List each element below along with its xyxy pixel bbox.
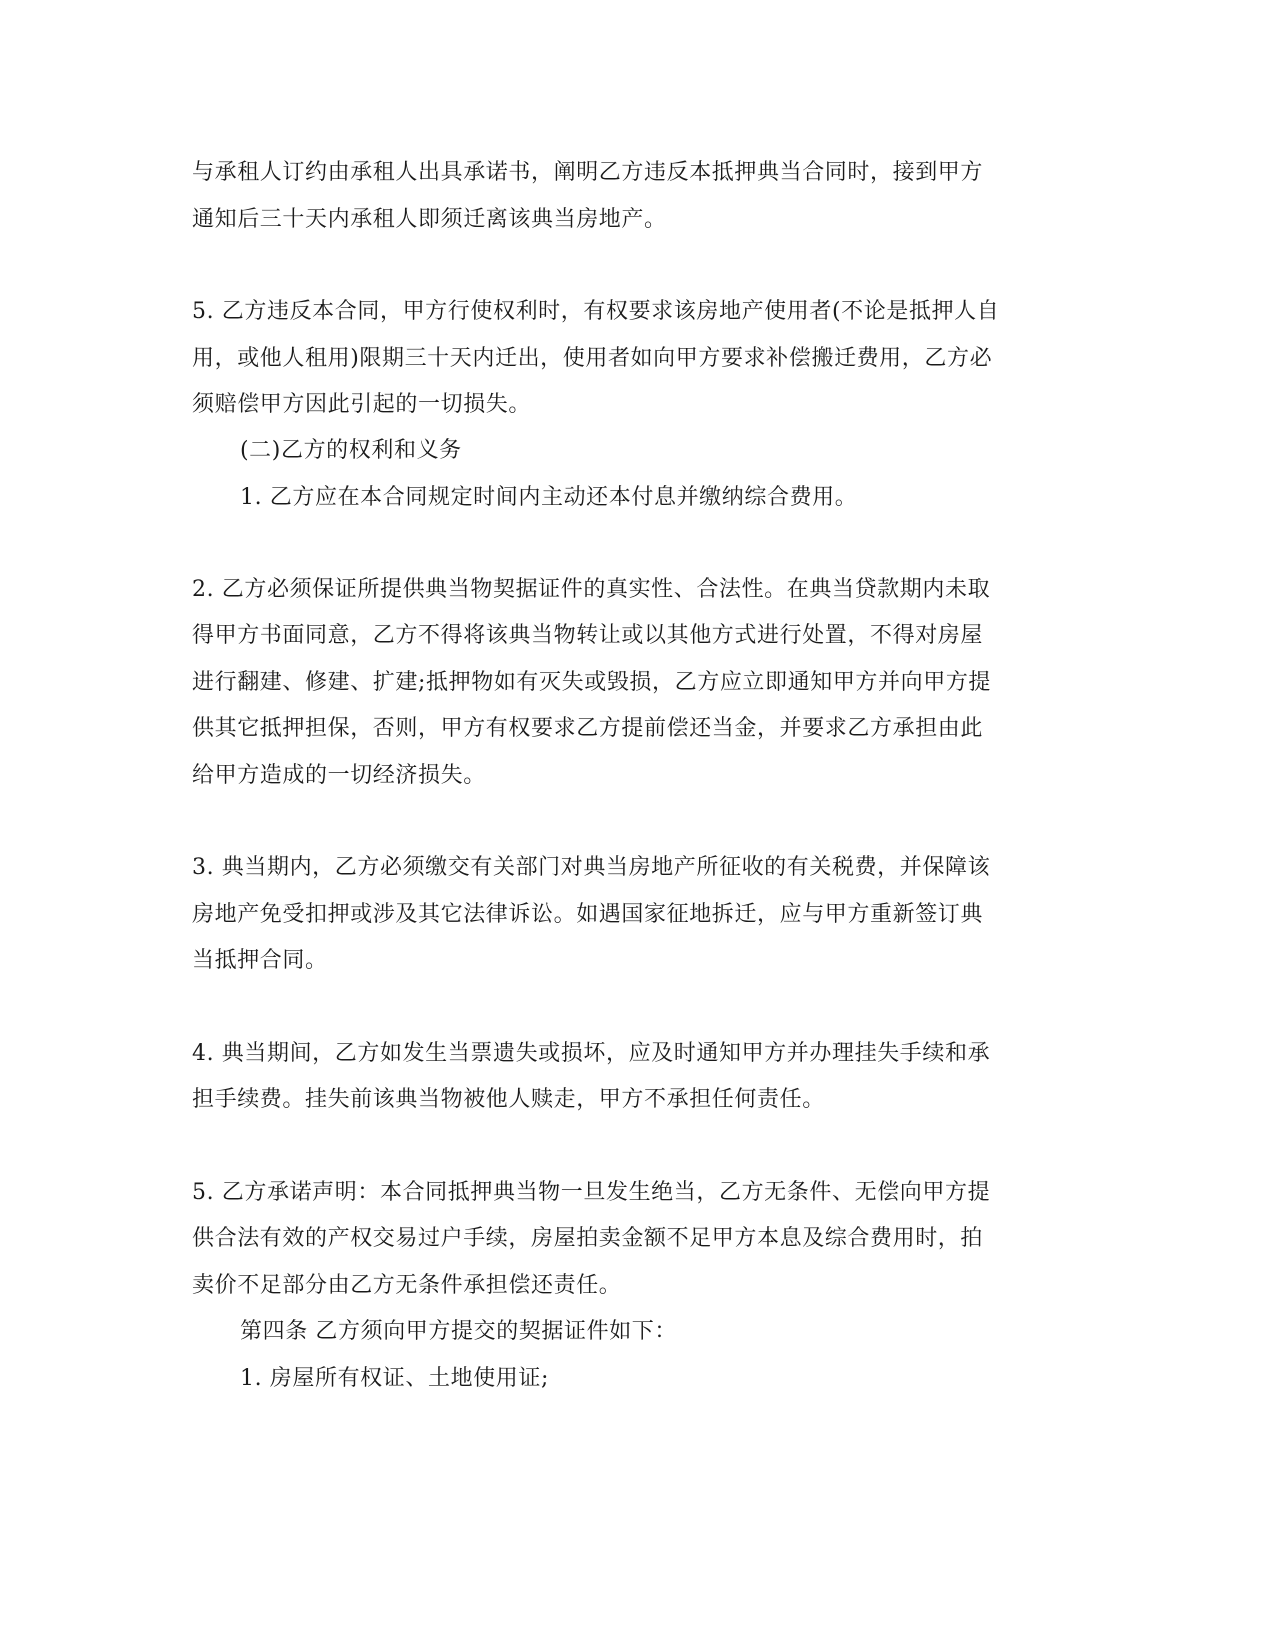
text-line: 2. 乙方必须保证所提供典当物契据证件的真实性、合法性。在典当贷款期内未取 <box>192 577 991 602</box>
text-line: 进行翻建、修建、扩建;抵押物如有灭失或毁损，乙方应立即通知甲方并向甲方提 <box>192 670 992 695</box>
text-line: 给甲方造成的一切经济损失。 <box>192 763 486 788</box>
article-heading: 第四条 乙方须向甲方提交的契据证件如下： <box>240 1319 677 1344</box>
text-line: 供其它抵押担保，否则，甲方有权要求乙方提前偿还当金，并要求乙方承担由此 <box>192 716 984 741</box>
text-line: 供合法有效的产权交易过户手续，房屋拍卖金额不足甲方本息及综合费用时，拍 <box>192 1226 984 1251</box>
text-line: 5. 乙方违反本合同，甲方行使权利时，有权要求该房地产使用者(不论是抵押人自 <box>192 299 1000 324</box>
text-line: 与承租人订约由承租人出具承诺书，阐明乙方违反本抵押典当合同时，接到甲方 <box>192 160 984 185</box>
text-line: 3. 典当期内，乙方必须缴交有关部门对典当房地产所征收的有关税费，并保障该 <box>192 855 991 880</box>
text-line: 1. 房屋所有权证、土地使用证; <box>240 1366 549 1391</box>
text-line: 用，或他人租用)限期三十天内迁出，使用者如向甲方要求补偿搬迁费用，乙方必 <box>192 346 993 371</box>
text-line: 通知后三十天内承租人即须迁离该典当房地产。 <box>192 207 667 232</box>
text-line: 当抵押合同。 <box>192 948 328 973</box>
text-line: 5. 乙方承诺声明：本合同抵押典当物一旦发生绝当，乙方无条件、无偿向甲方提 <box>192 1180 991 1205</box>
text-line: 卖价不足部分由乙方无条件承担偿还责任。 <box>192 1273 622 1298</box>
text-line: 担手续费。挂失前该典当物被他人赎走，甲方不承担任何责任。 <box>192 1087 825 1112</box>
section-heading: (二)乙方的权利和义务 <box>240 438 462 463</box>
text-line: 1. 乙方应在本合同规定时间内主动还本付息并缴纳综合费用。 <box>240 485 858 510</box>
text-line: 须赔偿甲方因此引起的一切损失。 <box>192 392 532 417</box>
text-line: 房地产免受扣押或涉及其它法律诉讼。如遇国家征地拆迁，应与甲方重新签订典 <box>192 902 984 927</box>
text-line: 得甲方书面同意，乙方不得将该典当物转让或以其他方式进行处置，不得对房屋 <box>192 623 984 648</box>
text-line: 4. 典当期间，乙方如发生当票遗失或损坏，应及时通知甲方并办理挂失手续和承 <box>192 1041 991 1066</box>
